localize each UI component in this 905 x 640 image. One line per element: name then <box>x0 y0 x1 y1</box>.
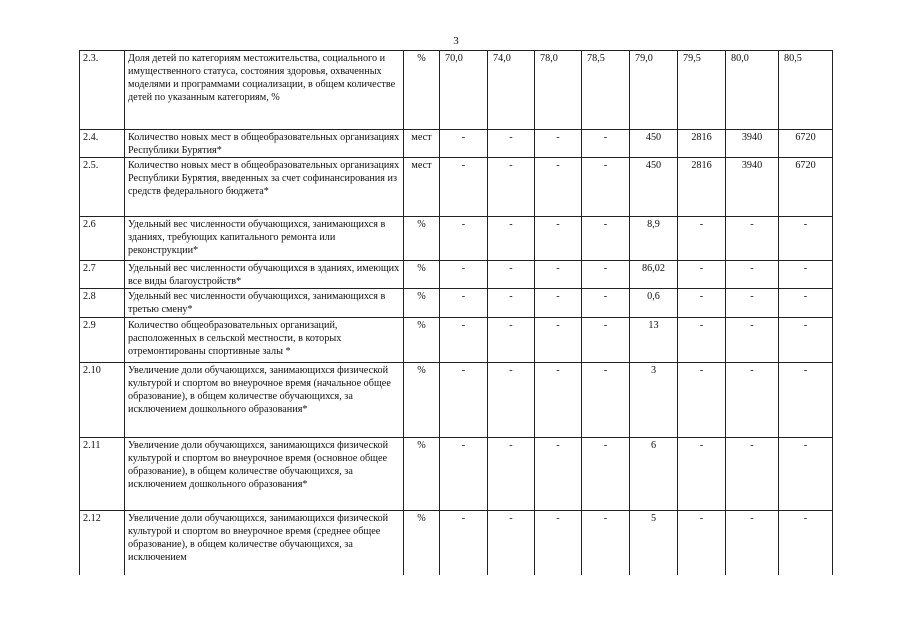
table-row <box>80 158 833 217</box>
value-cell: - <box>440 317 488 362</box>
value-cell: 450 <box>630 130 678 158</box>
table-row <box>80 217 833 261</box>
value-cell: - <box>779 217 833 261</box>
value-cell: - <box>582 261 630 289</box>
value-cell: 74,0 <box>488 51 535 130</box>
value-cell: - <box>678 317 726 362</box>
unit-cell: % <box>404 510 440 575</box>
row-number: 2.8 <box>80 289 125 317</box>
value-cell: - <box>678 437 726 510</box>
value-cell: 70,0 <box>440 51 488 130</box>
value-cell: - <box>582 158 630 217</box>
value-cell: - <box>535 437 582 510</box>
table-row <box>80 51 833 130</box>
value-cell: - <box>488 289 535 317</box>
table-row <box>80 289 833 317</box>
value-cell: - <box>726 510 779 575</box>
value-cell: - <box>726 261 779 289</box>
value-cell: - <box>582 437 630 510</box>
value-cell: - <box>582 289 630 317</box>
value-cell: - <box>488 437 535 510</box>
value-cell: - <box>779 261 833 289</box>
value-cell: - <box>488 362 535 437</box>
value-cell: 13 <box>630 317 678 362</box>
indicator-name: Количество общеобразовательных организаций, расположенных в сельской местности, в которых отремонтированы спортивные залы * <box>125 317 404 362</box>
value-cell: - <box>488 261 535 289</box>
value-cell: - <box>440 510 488 575</box>
value-cell: - <box>779 317 833 362</box>
value-cell: - <box>582 362 630 437</box>
value-cell: - <box>779 437 833 510</box>
value-cell: - <box>535 362 582 437</box>
value-cell: - <box>535 217 582 261</box>
row-number: 2.7 <box>80 261 125 289</box>
indicator-name: Увеличение доли обучающихся, занимающихся физической культурой и спортом во внеурочное время (начальное общее образование), в общем количестве обучающихся, за исключением дошкольного образования* <box>125 362 404 437</box>
row-number: 2.11 <box>80 437 125 510</box>
value-cell: - <box>535 261 582 289</box>
value-cell: 6 <box>630 437 678 510</box>
value-cell: 5 <box>630 510 678 575</box>
indicator-name: Количество новых мест в общеобразовательных организациях Республики Бурятия* <box>125 130 404 158</box>
value-cell: - <box>488 130 535 158</box>
unit-cell: % <box>404 51 440 130</box>
value-cell: 79,0 <box>630 51 678 130</box>
row-number: 2.10 <box>80 362 125 437</box>
table-row <box>80 437 833 510</box>
unit-cell: % <box>404 437 440 510</box>
value-cell: - <box>582 130 630 158</box>
unit-cell: % <box>404 317 440 362</box>
value-cell: 6720 <box>779 158 833 217</box>
table-row <box>80 362 833 437</box>
value-cell: - <box>488 317 535 362</box>
value-cell: - <box>779 510 833 575</box>
page-number: 3 <box>453 35 459 47</box>
value-cell: - <box>582 217 630 261</box>
value-cell: 8,9 <box>630 217 678 261</box>
value-cell: - <box>678 362 726 437</box>
value-cell: - <box>779 289 833 317</box>
table-body <box>80 51 833 576</box>
value-cell: - <box>582 317 630 362</box>
value-cell: 78,0 <box>535 51 582 130</box>
value-cell: 0,6 <box>630 289 678 317</box>
unit-cell: % <box>404 289 440 317</box>
value-cell: - <box>535 289 582 317</box>
value-cell: - <box>726 217 779 261</box>
value-cell: 86,02 <box>630 261 678 289</box>
row-number: 2.4. <box>80 130 125 158</box>
row-number: 2.5. <box>80 158 125 217</box>
value-cell: - <box>678 217 726 261</box>
row-number: 2.6 <box>80 217 125 261</box>
value-cell: 3940 <box>726 158 779 217</box>
value-cell: - <box>440 289 488 317</box>
table-row <box>80 130 833 158</box>
indicator-name: Удельный вес численности обучающихся в зданиях, имеющих все виды благоустройств* <box>125 261 404 289</box>
row-number: 2.12 <box>80 510 125 575</box>
row-number: 2.3. <box>80 51 125 130</box>
value-cell: - <box>678 510 726 575</box>
value-cell: - <box>535 510 582 575</box>
unit-cell: мест <box>404 158 440 217</box>
value-cell: 80,5 <box>779 51 833 130</box>
value-cell: - <box>726 362 779 437</box>
unit-cell: мест <box>404 130 440 158</box>
value-cell: 2816 <box>678 158 726 217</box>
value-cell: - <box>440 130 488 158</box>
value-cell: - <box>440 217 488 261</box>
row-number: 2.9 <box>80 317 125 362</box>
unit-cell: % <box>404 217 440 261</box>
value-cell: 6720 <box>779 130 833 158</box>
value-cell: - <box>726 437 779 510</box>
table-row <box>80 510 833 575</box>
indicator-name: Удельный вес численности обучающихся, занимающихся в зданиях, требующих капитального ремонта или реконструкции* <box>125 217 404 261</box>
value-cell: - <box>779 362 833 437</box>
value-cell: - <box>726 317 779 362</box>
value-cell: - <box>488 158 535 217</box>
indicator-name: Удельный вес численности обучающихся, занимающихся в третью смену* <box>125 289 404 317</box>
value-cell: - <box>535 317 582 362</box>
value-cell: 79,5 <box>678 51 726 130</box>
value-cell: - <box>726 289 779 317</box>
value-cell: - <box>488 217 535 261</box>
value-cell: 3 <box>630 362 678 437</box>
value-cell: - <box>440 158 488 217</box>
unit-cell: % <box>404 261 440 289</box>
value-cell: - <box>678 289 726 317</box>
indicator-name: Доля детей по категориям местожительства, социального и имущественного статуса, состояния здоровья, охваченных моделями и программами социализации, в общем количестве детей по указанным категориям, % <box>125 51 404 130</box>
value-cell: - <box>535 130 582 158</box>
value-cell: 2816 <box>678 130 726 158</box>
indicator-name: Увеличение доли обучающихся, занимающихся физической культурой и спортом во внеурочное время (среднее общее образование), в общем количестве обучающихся, за исключением <box>125 510 404 575</box>
value-cell: - <box>440 261 488 289</box>
indicators-table <box>79 50 833 575</box>
value-cell: - <box>440 362 488 437</box>
value-cell: - <box>678 261 726 289</box>
indicator-name: Количество новых мест в общеобразовательных организациях Республики Бурятия, введенных за счет софинансирования из средств федерального бюджета* <box>125 158 404 217</box>
table-row <box>80 317 833 362</box>
table-row <box>80 261 833 289</box>
value-cell: - <box>440 437 488 510</box>
value-cell: 78,5 <box>582 51 630 130</box>
value-cell: - <box>488 510 535 575</box>
indicator-name: Увеличение доли обучающихся, занимающихся физической культурой и спортом во внеурочное время (основное общее образование), в общем количестве обучающихся, за исключением дошкольного образования* <box>125 437 404 510</box>
value-cell: 80,0 <box>726 51 779 130</box>
value-cell: 3940 <box>726 130 779 158</box>
value-cell: 450 <box>630 158 678 217</box>
value-cell: - <box>582 510 630 575</box>
value-cell: - <box>535 158 582 217</box>
unit-cell: % <box>404 362 440 437</box>
